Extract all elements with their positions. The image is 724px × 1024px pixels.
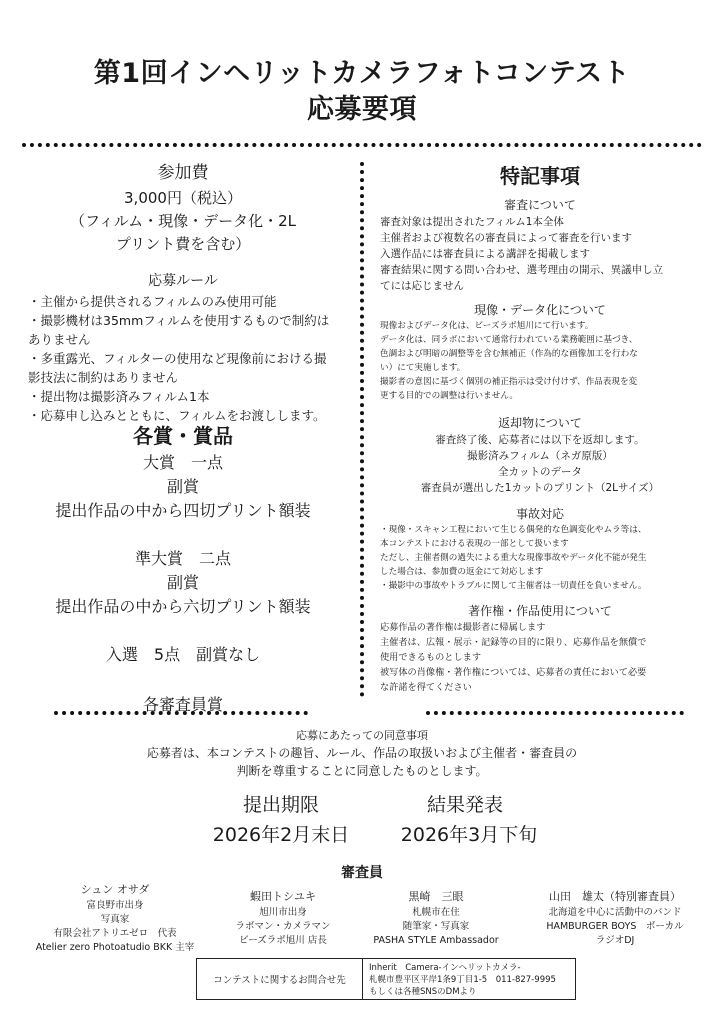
judge-card — [522, 888, 708, 948]
rule-item: ・応募申し込みとともに、フィルムをお渡しします。 — [28, 408, 326, 423]
accident-line: ・現像・スキャン工程において生じる偶発的な色調変化やムラ等は、 — [380, 525, 647, 535]
rule-item: ありません — [28, 332, 91, 347]
page-title — [0, 56, 724, 128]
copyright-line: 使用できるものとします — [380, 652, 482, 663]
grand-prize-sub: 副賞 — [166, 477, 199, 496]
copyright-text — [380, 620, 700, 695]
judge-detail: 旭川市出身 — [259, 907, 307, 918]
second-prize-prize: 提出作品の中から六切プリント額装 — [55, 597, 311, 616]
judge-detail: ラジオDJ — [595, 935, 635, 946]
contact-label: コンテストに関するお問合せ先 — [197, 959, 363, 999]
contact-box — [196, 958, 576, 1000]
rule-item: ・主催から提供されるフィルムのみ使用可能 — [28, 294, 277, 309]
center-divider — [360, 162, 364, 697]
fee-heading: 参加費 — [157, 163, 209, 183]
develop-heading: 現像・データ化について — [474, 303, 606, 317]
copyright-line: な許諾を得てください — [380, 682, 472, 693]
results-date: 2026年3月下旬 — [400, 824, 538, 846]
consent-line-2: 判断を尊重することに同意したものとします。 — [236, 764, 488, 778]
deadline-date: 2026年2月末日 — [212, 824, 350, 846]
return-text — [380, 432, 700, 496]
develop-line: 撮影者の意図に基づく個別の補正指示は受け付けず、作品表現を変 — [380, 377, 638, 387]
grand-prize-prize: 提出作品の中から四切プリント額装 — [55, 501, 311, 520]
rule-item: ・撮影機材は35mmフィルムを使用するもので制約は — [28, 313, 330, 328]
judge-name: 黒崎 三眼 — [408, 890, 464, 903]
copyright-line: 応募作品の著作権は撮影者に帰属します — [380, 622, 546, 633]
return-heading: 返却物について — [498, 416, 582, 430]
return-line: 撮影済みフィルム（ネガ原版） — [467, 450, 613, 462]
accident-line: した場合は、参加費の返金にて対応します — [380, 567, 544, 577]
rule-item: ・提出物は撮影済みフィルム1本 — [28, 389, 210, 404]
fee-line-2: （フィルム・現像・データ化・2L — [69, 212, 297, 230]
results-label: 結果発表 — [426, 794, 503, 816]
title-line-2: 応募要項 — [307, 94, 417, 125]
awards-section — [28, 420, 338, 717]
rules-list — [28, 292, 338, 425]
review-heading: 審査について — [504, 198, 576, 212]
judge-detail: 随筆家・写真家 — [402, 921, 470, 932]
judge-detail: 札幌市在住 — [412, 907, 460, 918]
rule-item: ・多重露光、フィルターの使用など現像前における撮 — [28, 351, 327, 366]
review-text — [380, 214, 700, 294]
lower-divider-right — [426, 711, 684, 715]
contact-line: もしくは各種SNSのDMより — [369, 987, 477, 997]
develop-line: い）にて実施します。 — [380, 363, 466, 373]
awards-heading: 各賞・賞品 — [133, 424, 233, 448]
review-line: 審査対象は提出されたフィルム1本全体 — [380, 216, 564, 228]
judge-detail: HAMBURGER BOYS ボーカル — [546, 921, 684, 932]
accident-text — [380, 523, 700, 593]
judge-detail: ビーズラボ旭川 店長 — [239, 935, 327, 946]
develop-line: 更する目的での調整は行いません。 — [380, 391, 519, 401]
copyright-heading: 著作権・作品使用について — [468, 604, 612, 618]
develop-line: 現像およびデータ化は、ビーズラボ旭川にて行います。 — [380, 321, 594, 331]
judge-detail: 富良野市出身 — [86, 900, 144, 911]
judge-detail: Atelier zero Photoatudio BKK 主宰 — [35, 942, 195, 953]
consent-heading: 応募にあたっての同意事項 — [296, 729, 428, 742]
contact-details — [363, 959, 575, 999]
special-heading: 特記事項 — [500, 164, 580, 188]
copyright-line: 主催者は、広報・展示・記録等の目的に限り、応募作品を無償で — [380, 637, 647, 648]
left-column — [28, 158, 338, 425]
judge-detail: 写真家 — [100, 914, 130, 925]
rule-item: 影技法に制約はありません — [28, 370, 179, 385]
return-line: 審査員が選出した1カットのプリント（2Lサイズ） — [420, 482, 660, 494]
accident-line: ただし、主催者側の過失による重大な現像事故やデータ化不能が発生 — [380, 553, 647, 563]
rules-heading: 応募ルール — [148, 273, 218, 289]
judge-card — [218, 888, 348, 948]
deadline-label: 提出期限 — [242, 794, 319, 816]
consent-section — [0, 728, 724, 780]
review-line: てには応じません — [380, 280, 464, 292]
judge-detail: ラボマン・カメラマン — [235, 921, 331, 932]
judges-heading: 審査員 — [341, 865, 383, 881]
judge-card — [366, 888, 506, 948]
contact-line: Inherit Camera-インヘリットカメラ- — [369, 963, 521, 973]
judge-name: シュン オサダ — [80, 883, 150, 896]
selected-award: 入選 5点 副賞なし — [105, 645, 261, 664]
develop-line: 色調および明暗の調整等を含む無補正（作為的な画像加工を行わな — [380, 349, 638, 359]
fee-line-3: プリント費を含む） — [115, 235, 251, 253]
consent-line-1: 応募者は、本コンテストの趣旨、ルール、作品の取扱いおよび主催者・審査員の — [146, 746, 578, 760]
top-divider — [22, 143, 702, 147]
grand-prize-name: 大賞 一点 — [142, 453, 223, 472]
develop-text — [380, 319, 700, 403]
accident-line: ・撮影中の事故やトラブルに関して主催者は一切責任を負いません。 — [380, 581, 647, 591]
title-line-1: 第1回インヘリットカメラフォトコンテスト — [93, 58, 631, 89]
accident-line: 本コンテストにおける表現の一部として扱います — [380, 539, 569, 549]
return-line: 審査終了後、応募者には以下を返却します。 — [435, 434, 645, 446]
copyright-line: 被写体の肖像権・著作権については、応募者の責任において必要 — [380, 667, 647, 678]
lower-divider-left — [54, 711, 308, 715]
develop-line: データ化は、同ラボにおいて通常行われている業務範囲に基づき、 — [380, 335, 638, 345]
judge-detail: PASHA STYLE Ambassador — [373, 935, 499, 946]
review-line: 主催者および複数名の審査員によって審査を行います — [380, 232, 632, 244]
right-column — [380, 160, 700, 695]
return-line: 全カットのデータ — [498, 466, 582, 478]
judge-name: 山田 雄太（特別審査員） — [549, 890, 681, 903]
judge-name: 蝦田トシユキ — [250, 890, 316, 903]
second-prize-name: 準大賞 二点 — [134, 549, 231, 568]
judges-award: 各審査員賞 — [142, 695, 223, 714]
judge-detail: 北海道を中心に活動中のバンド — [548, 907, 682, 918]
second-prize-sub: 副賞 — [166, 573, 199, 592]
review-line: 審査結果に関する問い合わせ、選考理由の開示、異議申し立 — [380, 264, 664, 276]
contact-line: 札幌市豊平区平岸1条9丁目1-5 011-827-9995 — [369, 975, 556, 985]
review-line: 入選作品には審査員による講評を掲載します — [380, 248, 590, 260]
judge-detail: 有限会社アトリエゼロ 代表 — [53, 928, 177, 939]
judge-card — [30, 881, 200, 955]
accident-heading: 事故対応 — [515, 507, 564, 521]
fee-line-1: 3,000円（税込） — [124, 189, 242, 207]
